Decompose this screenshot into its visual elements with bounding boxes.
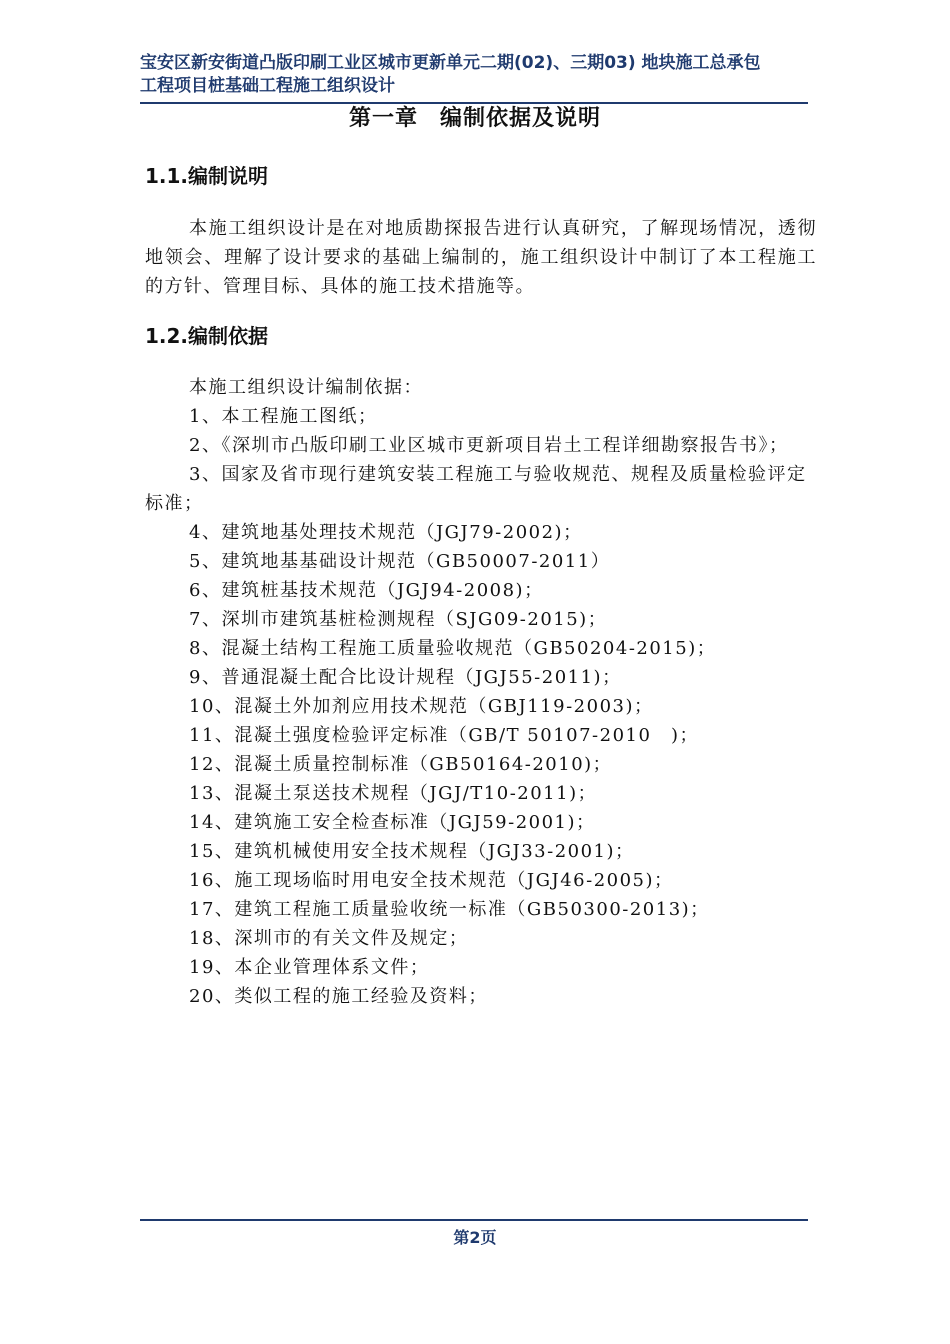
list-item: 12、混凝土质量控制标准（GB50164-2010)； [189,754,613,775]
list-item: 5、建筑地基基础设计规范（GB50007-2011） [189,551,611,572]
list-item: 17、建筑工程施工质量验收统一标准（GB50300-2013)； [189,899,710,920]
page-number: 第2页 [453,1228,497,1247]
list-item: 4、建筑地基处理技术规范（JGJ79-2002)； [189,522,583,543]
section-heading-1-1: 1.1.编制说明 [145,164,269,188]
basis-intro: 本施工组织设计编制依据： [189,377,423,398]
list-item: 15、建筑机械使用安全技术规程（JGJ33-2001)； [189,841,635,862]
list-item: 18、深圳市的有关文件及规定； [189,928,469,949]
chapter-number: 第一章 [348,106,418,131]
chapter-name: 编制依据及说明 [440,106,602,131]
list-item: 9、普通混凝土配合比设计规程（JGJ55-2011)； [189,667,622,688]
list-item: 19、本企业管理体系文件； [189,957,430,978]
list-item: 10、混凝土外加剂应用技术规范（GBJ119-2003)； [189,696,654,717]
list-item: 1、本工程施工图纸； [189,406,378,427]
list-item: 2、《深圳市凸版印刷工业区城市更新项目岩土工程详细勘察报告书》； [189,435,789,456]
list-item: 20、类似工程的施工经验及资料； [189,986,488,1007]
list-item: 13、混凝土泵送技术规程（JGJ/T10-2011)； [189,783,598,804]
running-header [140,52,840,98]
chapter-title [0,104,950,134]
list-item: 6、建筑桩基技术规范（JGJ94-2008)； [189,580,544,601]
footer-divider [140,1219,808,1221]
section-heading-1-2: 1.2.编制依据 [145,324,269,348]
header-line-1: 宝安区新安街道凸版印刷工业区城市更新单元二期(02)、三期03) 地块施工总承包 [140,53,761,73]
list-item: 11、混凝土强度检验评定标准（GB/T 50107-2010 )； [189,725,699,746]
list-item: 14、建筑施工安全检查标准（JGJ59-2001)； [189,812,596,833]
list-item: 16、施工现场临时用电安全技术规范（JGJ46-2005)； [189,870,674,891]
header-line-2: 工程项目桩基础工程施工组织设计 [140,76,395,96]
list-item: 3、国家及省市现行建筑安装工程施工与验收规范、规程及质量检验评定标准； [145,464,807,514]
list-item: 7、深圳市建筑基桩检测规程（SJG09-2015)； [189,609,608,630]
list-item: 8、混凝土结构工程施工质量验收规范（GB50204-2015)； [189,638,717,659]
section-1-1-paragraph: 本施工组织设计是在对地质勘探报告进行认真研究，了解现场情况，透彻地领会、理解了设计要求的基础上编制的，施工组织设计中制订了本工程施工的方针、管理目标、具体的施工技术措施等。 [145,218,817,297]
basis-list [145,373,817,1011]
